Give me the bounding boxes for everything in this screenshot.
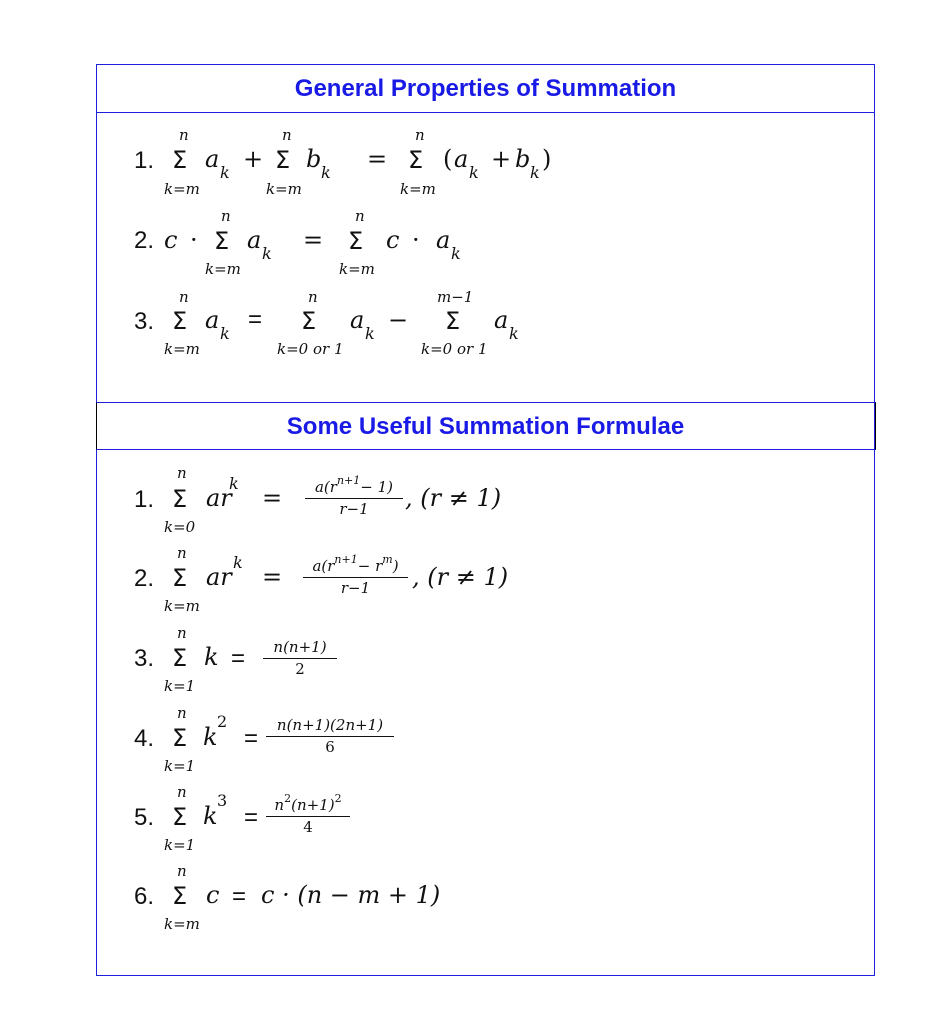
- term-a: a: [205, 306, 220, 334]
- left-paren: (: [443, 145, 453, 173]
- term-a: a: [350, 306, 365, 334]
- upper-limit: m−1: [437, 288, 474, 306]
- section-title-useful-formulae: Some Useful Summation Formulae: [96, 402, 876, 450]
- term-b: b: [306, 145, 322, 173]
- lower-limit: k=m: [400, 180, 436, 198]
- item-number: 1.: [134, 486, 155, 513]
- sigma-symbol: Σ: [445, 307, 461, 335]
- sigma-symbol: Σ: [172, 564, 188, 592]
- sigma-symbol: Σ: [172, 485, 188, 513]
- exponent-k: k: [229, 474, 239, 493]
- sigma-symbol: Σ: [172, 307, 188, 335]
- item-number: 3.: [134, 308, 155, 335]
- summation-table: [96, 64, 875, 976]
- item-number: 3.: [134, 645, 155, 672]
- fraction: [266, 716, 394, 756]
- lower-limit: k=0 or 1: [421, 340, 488, 358]
- numerator-base: a(r: [314, 478, 337, 496]
- equals-sign: =: [367, 145, 388, 173]
- lower-limit: k=1: [164, 757, 196, 775]
- upper-limit: n: [282, 126, 292, 144]
- right-paren: ): [542, 145, 552, 173]
- fraction: [266, 794, 350, 836]
- term-k: k: [203, 802, 218, 830]
- fraction-denominator: r−1: [340, 579, 371, 597]
- item-number: 5.: [134, 804, 155, 831]
- upper-limit: n: [177, 624, 187, 642]
- item-number: 1.: [134, 147, 155, 174]
- sigma-symbol: Σ: [301, 307, 317, 335]
- section-title-general-properties: General Properties of Summation: [97, 65, 874, 113]
- item-number: 4.: [134, 725, 155, 752]
- upper-limit: n: [177, 862, 187, 880]
- fraction: [263, 638, 337, 678]
- equals-sign: =: [248, 306, 263, 333]
- fraction-denominator: 6: [325, 738, 335, 756]
- item-number: 2.: [134, 565, 155, 592]
- exponent-k: k: [233, 553, 243, 572]
- condition: , (r ≠ 1): [412, 563, 509, 591]
- fraction: [303, 555, 408, 597]
- subscript-k: k: [220, 163, 230, 182]
- dot-operator: ·: [412, 226, 420, 254]
- subscript-k: k: [509, 324, 519, 343]
- subscript-k: k: [530, 163, 540, 182]
- upper-limit: n: [177, 544, 187, 562]
- fraction-numerator: [266, 794, 350, 817]
- numerator-exponent: 2: [334, 792, 342, 805]
- lower-limit: k=m: [339, 260, 375, 278]
- lower-limit: k=m: [164, 340, 200, 358]
- fraction-numerator: n(n+1)(2n+1): [266, 716, 394, 737]
- equals-sign: =: [262, 484, 283, 512]
- upper-limit: n: [177, 704, 187, 722]
- upper-limit: n: [355, 207, 365, 225]
- numerator-middle: − r: [357, 557, 383, 575]
- upper-limit: n: [221, 207, 231, 225]
- exponent: 3: [217, 791, 228, 810]
- numerator-exponent: n+1: [336, 474, 361, 487]
- term-k: k: [203, 723, 218, 751]
- constant-c: c: [386, 226, 400, 254]
- subscript-k: k: [451, 244, 461, 263]
- equals-sign: =: [231, 645, 246, 672]
- term-a: a: [494, 306, 509, 334]
- sigma-symbol: Σ: [214, 227, 230, 255]
- upper-limit: n: [415, 126, 425, 144]
- term-k: k: [204, 643, 219, 671]
- numerator-middle: (n+1): [291, 796, 335, 814]
- sigma-symbol: Σ: [275, 146, 291, 174]
- plus-sign: +: [491, 145, 512, 173]
- constant-c: c: [164, 226, 178, 254]
- equals-sign: =: [244, 804, 259, 831]
- lower-limit: k=1: [164, 677, 196, 695]
- equals-sign: =: [244, 725, 259, 752]
- sigma-symbol: Σ: [172, 724, 188, 752]
- term-b: b: [515, 145, 531, 173]
- term-a: a: [247, 226, 262, 254]
- fraction-denominator: 2: [295, 660, 305, 678]
- term-ar: ar: [206, 563, 232, 591]
- numerator-exponent: 2: [284, 792, 292, 805]
- sigma-symbol: Σ: [348, 227, 364, 255]
- subscript-k: k: [220, 324, 230, 343]
- fraction-denominator: 4: [303, 818, 313, 836]
- right-hand-side: c · (n − m + 1): [261, 881, 441, 909]
- lower-limit: k=0 or 1: [277, 340, 344, 358]
- numerator-base: a(r: [312, 557, 335, 575]
- numerator-tail: − 1): [360, 478, 393, 496]
- numerator-exponent: n+1: [334, 553, 358, 566]
- fraction-denominator: r−1: [339, 500, 369, 518]
- plus-sign: +: [243, 145, 264, 173]
- sigma-symbol: Σ: [172, 803, 188, 831]
- equals-sign: =: [232, 883, 247, 910]
- lower-limit: k=0: [164, 518, 196, 536]
- lower-limit: k=m: [164, 915, 200, 933]
- dot-operator: ·: [190, 226, 198, 254]
- subscript-k: k: [262, 244, 272, 263]
- fraction-numerator: n(n+1): [263, 638, 337, 659]
- term-a: a: [436, 226, 451, 254]
- item-number: 2.: [134, 227, 155, 254]
- subscript-k: k: [469, 163, 479, 182]
- term-ar: ar: [206, 484, 232, 512]
- upper-limit: n: [308, 288, 318, 306]
- sigma-symbol: Σ: [172, 644, 188, 672]
- fraction-numerator: [305, 476, 403, 499]
- fraction-numerator: [303, 555, 408, 578]
- lower-limit: k=m: [205, 260, 241, 278]
- upper-limit: n: [179, 288, 189, 306]
- numerator-n: n: [274, 796, 285, 814]
- fraction: [305, 476, 403, 518]
- lower-limit: k=m: [164, 597, 200, 615]
- term-a: a: [454, 145, 469, 173]
- equals-sign: =: [262, 563, 283, 591]
- item-number: 6.: [134, 883, 155, 910]
- numerator-tail: ): [392, 557, 399, 575]
- subscript-k: k: [321, 163, 331, 182]
- sigma-symbol: Σ: [408, 146, 424, 174]
- exponent: 2: [217, 712, 228, 731]
- lower-limit: k=m: [164, 180, 200, 198]
- sigma-symbol: Σ: [172, 146, 188, 174]
- subscript-k: k: [365, 324, 375, 343]
- constant-c: c: [206, 881, 220, 909]
- equals-sign: =: [303, 226, 324, 254]
- minus-sign: −: [388, 306, 409, 334]
- lower-limit: k=1: [164, 836, 196, 854]
- numerator-exponent-m: m: [382, 553, 393, 566]
- lower-limit: k=m: [266, 180, 302, 198]
- upper-limit: n: [177, 783, 187, 801]
- condition: , (r ≠ 1): [405, 484, 502, 512]
- sigma-symbol: Σ: [172, 882, 188, 910]
- upper-limit: n: [179, 126, 189, 144]
- term-a: a: [205, 145, 220, 173]
- upper-limit: n: [177, 464, 187, 482]
